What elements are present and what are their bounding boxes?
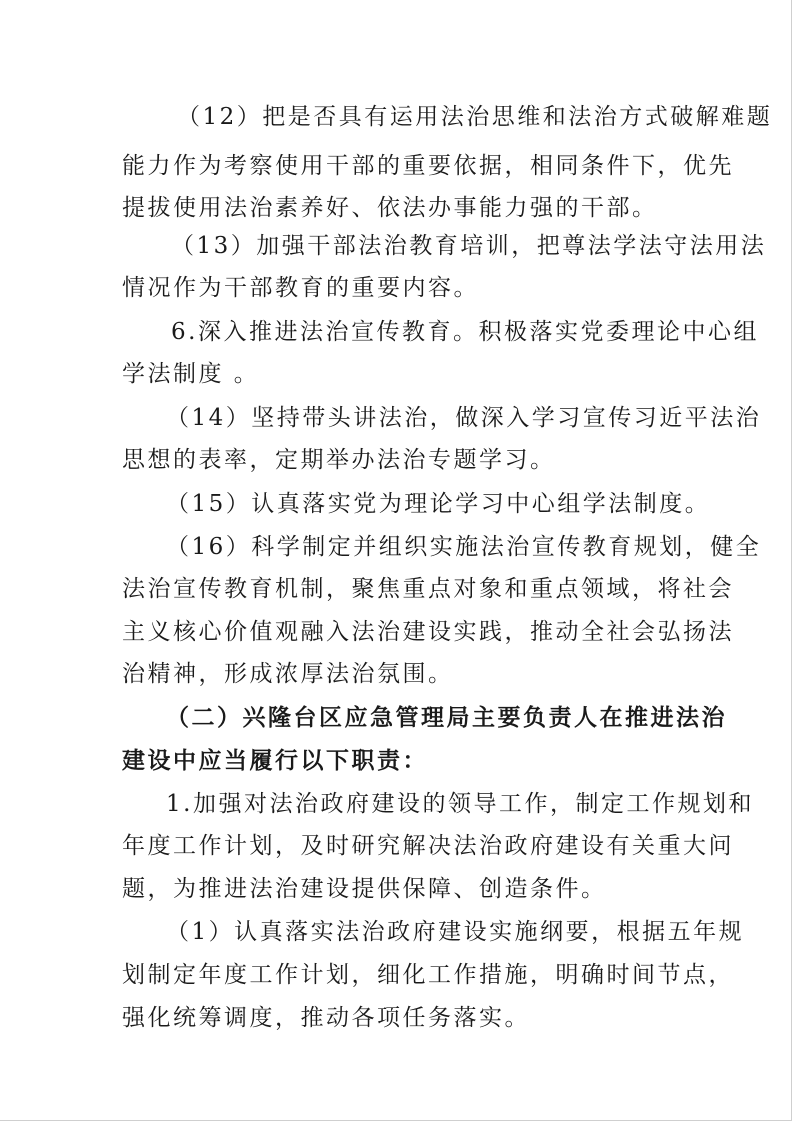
item-1-line-1: 1.加强对法治政府建设的领导工作，制定工作规划和 — [166, 791, 754, 817]
section-2-heading-line-1: （二）兴隆台区应急管理局主要负责人在推进法治 — [166, 704, 727, 731]
paragraph-1-line-1: （1）认真落实法治政府建设实施纲要，根据五年规 — [166, 919, 745, 945]
paragraph-1-line-2: 划制定年度工作计划，细化工作措施，明确时间节点， — [122, 962, 734, 988]
paragraph-16-line-3: 主义核心价值观融入法治建设实践，推动全社会弘扬法 — [122, 619, 734, 645]
paragraph-12-line-3: 提拔使用法治素养好、依法办事能力强的干部。 — [122, 195, 658, 221]
paragraph-14-line-1: （14）坚持带头讲法治，做深入学习宣传习近平法治 — [166, 405, 762, 431]
paragraph-13-line-1: （13）加强干部法治教育培训，把尊法学法守法用法 — [171, 233, 767, 259]
paragraph-15-line-1: （15）认真落实党为理论学习中心组学法制度。 — [166, 491, 711, 517]
paragraph-14-line-2: 思想的表率，定期举办法治专题学习。 — [122, 447, 556, 473]
paragraph-16-line-2: 法治宣传教育机制，聚焦重点对象和重点领域，将社会 — [122, 576, 734, 602]
paragraph-16-line-4: 治精神，形成浓厚法治氛围。 — [122, 661, 454, 687]
paragraph-12-line-2: 能力作为考察使用干部的重要依据，相同条件下，优先 — [122, 153, 734, 179]
paragraph-1-line-3: 强化统筹调度，推动各项任务落实。 — [122, 1005, 530, 1031]
item-6-line-1: 6.深入推进法治宣传教育。积极落实党委理论中心组 — [171, 319, 759, 345]
item-1-line-2: 年度工作计划，及时研究解决法治政府建设有关重大问 — [122, 833, 734, 859]
item-6-line-2: 学法制度 。 — [122, 361, 260, 387]
paragraph-12-line-1: （12）把是否具有运用法治思维和法治方式破解难题 — [177, 104, 773, 130]
section-2-heading-line-2: 建设中应当履行以下职责： — [122, 747, 428, 774]
paragraph-13-line-2: 情况作为干部教育的重要内容。 — [122, 275, 479, 301]
item-1-line-3: 题，为推进法治建设提供保障、创造条件。 — [122, 876, 607, 902]
paragraph-16-line-1: （16）科学制定并组织实施法治宣传教育规划，健全 — [166, 534, 762, 560]
